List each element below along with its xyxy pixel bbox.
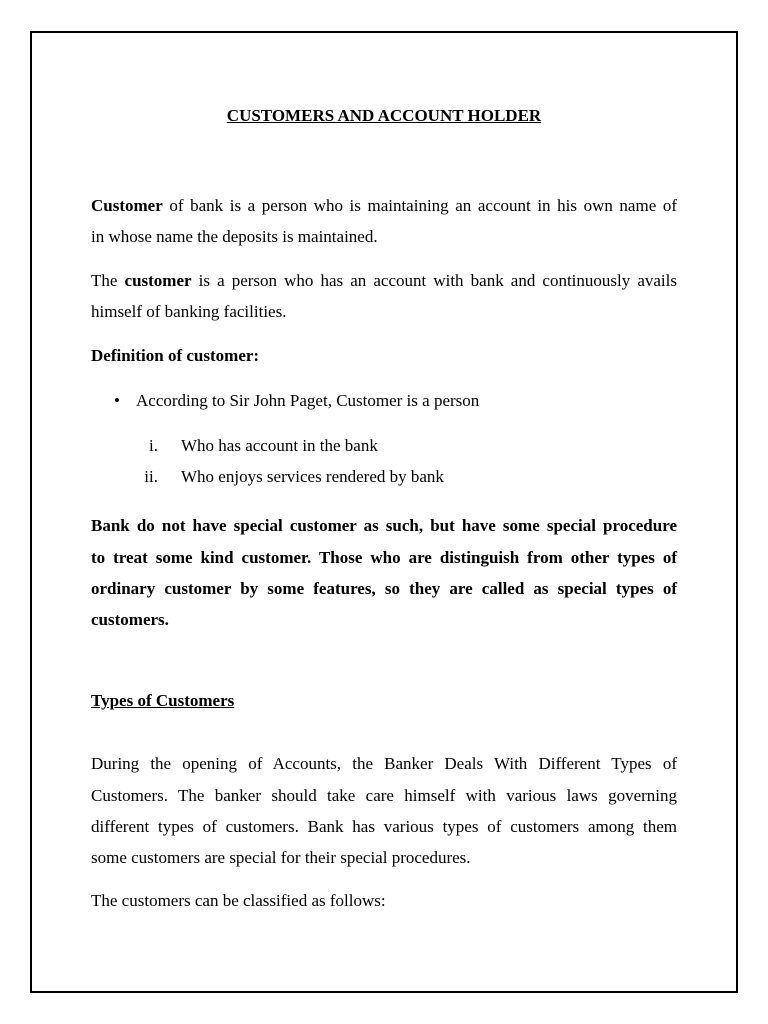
- para2-prefix: The: [91, 271, 125, 290]
- bullet-symbol: •: [114, 391, 120, 410]
- document-title: CUSTOMERS AND ACCOUNT HOLDER: [226, 106, 542, 125]
- para2-bold-term: customer: [124, 271, 192, 290]
- types-para-line3: different types of customers. Bank has various types of customers among them: [91, 817, 677, 836]
- sub-item-text: Who has account in the bank: [181, 436, 378, 455]
- para1-line1: [91, 196, 677, 216]
- types-heading: Types of Customers: [91, 691, 235, 710]
- bold-para-line2: to treat some kind customer. Those who are distinguish from other types of: [91, 548, 677, 567]
- bold-para-line4: customers.: [91, 610, 169, 629]
- para1-line2: in whose name the deposits is maintained.: [91, 227, 378, 246]
- para1-bold-term: Customer: [91, 196, 163, 215]
- bold-para-line3: ordinary customer by some features, so they are called as special types of: [91, 579, 677, 598]
- para2-line2: himself of banking facilities.: [91, 302, 287, 321]
- classified-line: The customers can be classified as follows:: [91, 891, 386, 910]
- types-para-line1: During the opening of Accounts, the Banker Deals With Different Types of: [91, 754, 677, 773]
- types-para-line2: Customers. The banker should take care himself with various laws governing: [91, 786, 677, 805]
- sub-item-text: Who enjoys services rendered by bank: [181, 467, 444, 486]
- sub-item-marker: ii.: [144, 467, 158, 486]
- bold-para-line1: Bank do not have special customer as such, but have some special procedure: [91, 516, 677, 535]
- bullet-text: According to Sir John Paget, Customer is a person: [136, 391, 480, 410]
- para1-line1-text: of bank is a person who is maintaining an account in his own name of: [162, 196, 677, 215]
- para2-line1: [91, 271, 677, 291]
- sub-item-marker: i.: [149, 436, 158, 455]
- definition-heading: Definition of customer:: [91, 346, 260, 365]
- types-para-line4: some customers are special for their special procedures.: [91, 848, 471, 867]
- para2-line1-text: is a person who has an account with bank and continuously avails: [191, 271, 677, 290]
